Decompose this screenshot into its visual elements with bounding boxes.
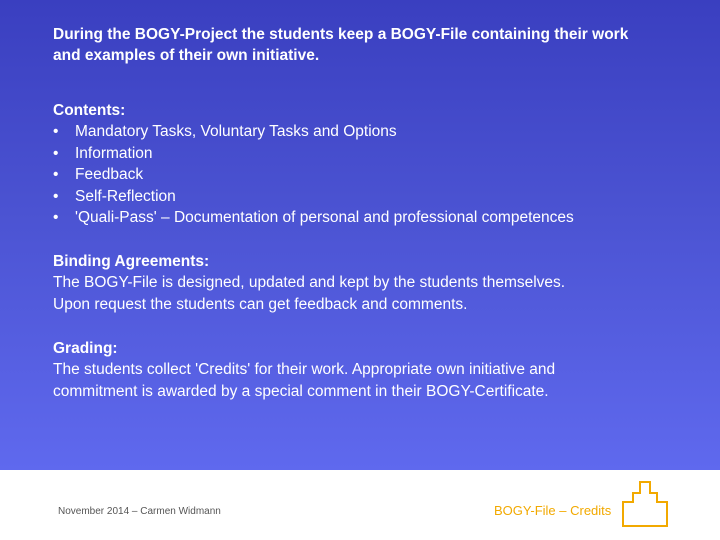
contents-section	[53, 100, 680, 229]
list-item-text: Self-Reflection	[75, 187, 176, 205]
list-item	[53, 164, 680, 186]
binding-section	[53, 251, 680, 316]
bullet-icon: •	[53, 209, 59, 226]
binding-heading: Binding Agreements:	[53, 252, 210, 270]
binding-line-1: The BOGY-File is designed, updated and kept by the students themselves.	[53, 273, 566, 291]
binding-line-2: Upon request the students can get feedback and comments.	[53, 295, 468, 313]
list-item	[53, 121, 680, 143]
contents-list	[53, 121, 680, 229]
list-item	[53, 207, 680, 229]
intro-text: During the BOGY-Project the students keep a BOGY-File containing their work and examples of their own initiative.	[53, 26, 629, 64]
grading-line-1: The students collect 'Credits' for their work. Appropriate own initiative and	[53, 360, 556, 378]
grading-section	[53, 338, 680, 403]
list-item-text: Information	[75, 144, 153, 162]
slide-footer	[0, 470, 720, 540]
bullet-icon: •	[53, 123, 59, 140]
footer-date-author: November 2014 – Carmen Widmann	[58, 506, 221, 517]
grading-line-2: commitment is awarded by a special comment in their BOGY-Certificate.	[53, 382, 549, 400]
castle-outline-icon	[620, 476, 670, 528]
footer-title: BOGY-File – Credits	[494, 503, 612, 518]
contents-heading: Contents:	[53, 102, 126, 119]
grading-heading: Grading:	[53, 339, 118, 357]
list-item	[53, 143, 680, 165]
bullet-icon: •	[53, 187, 59, 205]
list-item-text: Feedback	[75, 166, 144, 183]
bullet-icon: •	[53, 166, 59, 183]
list-item	[53, 186, 680, 208]
list-item-text: Mandatory Tasks, Voluntary Tasks and Options	[75, 123, 397, 140]
bullet-icon: •	[53, 144, 59, 162]
list-item-text: 'Quali-Pass' – Documentation of personal and professional competences	[75, 209, 574, 226]
